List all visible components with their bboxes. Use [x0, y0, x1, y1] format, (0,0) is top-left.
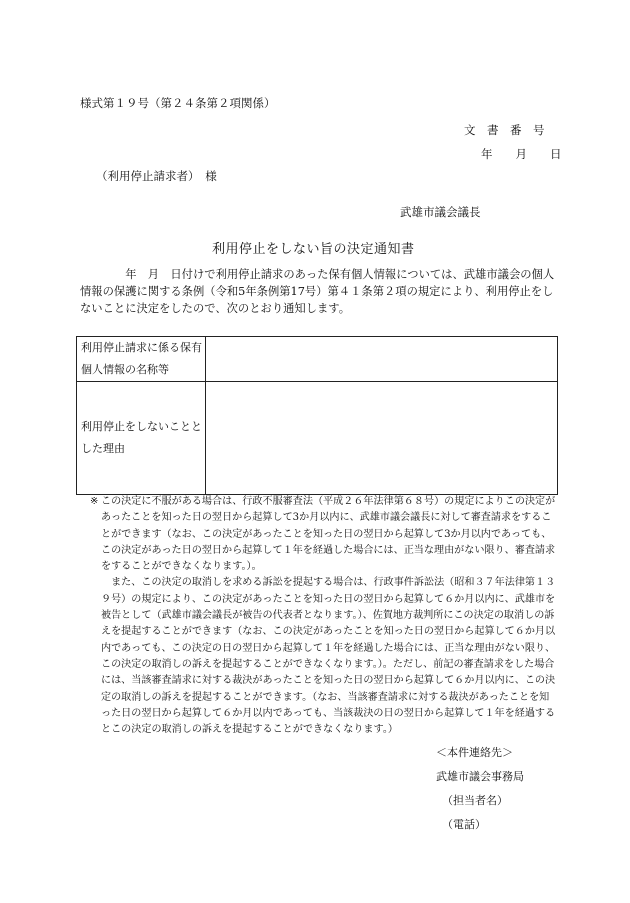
notice-section: [90, 494, 558, 738]
contact-heading: ＜本件連絡先＞: [436, 746, 513, 759]
row1-value: [206, 337, 558, 382]
form-number: 様式第１９号（第２４条第２項関係）: [80, 96, 276, 110]
body-paragraph: [80, 266, 558, 317]
row2-value: [206, 382, 558, 495]
contact-person: （担当者名）: [442, 794, 508, 807]
date-label: 年 月 日: [481, 147, 562, 161]
addressee: （利用停止請求者） 様: [96, 169, 217, 183]
row1-label: 利用停止請求に係る保有個人情報の名称等: [77, 337, 206, 382]
sender: 武雄市議会議長: [400, 205, 481, 219]
info-table: [76, 336, 558, 495]
contact-block: [436, 741, 524, 837]
document-number-label: 文 書 番 号: [464, 123, 545, 137]
contact-phone: （電話）: [442, 818, 486, 831]
row2-label: 利用停止をしないこととした理由: [77, 382, 206, 495]
table-row: [77, 382, 558, 495]
document-title: 利用停止をしない旨の決定通知書: [212, 242, 415, 257]
table-row: [77, 337, 558, 382]
note-paragraph-1: この決定に不服がある場合は、行政不服審査法（平成２６年法律第６８号）の規定によりこの決定があったことを知った日の翌日から起算して3か月以内に、武雄市議会議長に対して審査請求をすることができます（なお、この決定があったことを知った日の翌日から起算して3か月以内であっても、この決定があった日の翌日から起算して１年を経過した場合には、正当な理由がない限り、審査請求をすることができなくなります。）。: [101, 496, 556, 573]
body-paragraph-text: 年 月 日付けで利用停止請求のあった保有個人情報については、武雄市議会の個人情報の保護に関する条例（令和5年条例第17号）第４１条第２項の規定により、利用停止をしないことに決定をしたので、次のとおり通知します。: [80, 268, 555, 315]
contact-office: 武雄市議会事務局: [436, 770, 524, 783]
note-mark: ※: [90, 496, 99, 507]
note-paragraph-2: また、この決定の取消しを求める訴訟を提起する場合は、行政事件訴訟法（昭和３７年法律第１３９号）の規定により、この決定があったことを知った日の翌日から起算して６か月以内に、武雄市を被告として（武雄市議会議長が被告の代表者となります。）、佐賀地方裁判所にこの決定の取消しの訴えを提起することができます（なお、この決定があったことを知った日の翌日から起算して６か月以内であっても、この決定の日の翌日から起算して１年を経過した場合には、正当な理由がない限り、この決定の取消しの訴えを提起することができなくなります。）。ただし、前記の審査請求をした場合には、当該審査請求に対する裁決があったことを知った日の翌日から起算して６か月以内に、この決定の取消しの訴えを提起することができます。（なお、当該審査請求に対する裁決があったことを知った日の翌日から起算して６か月以内であっても、当該裁決の日の翌日から起算して１年を経過するとこの決定の取消しの訴えを提起することができなくなります。）: [101, 577, 556, 736]
